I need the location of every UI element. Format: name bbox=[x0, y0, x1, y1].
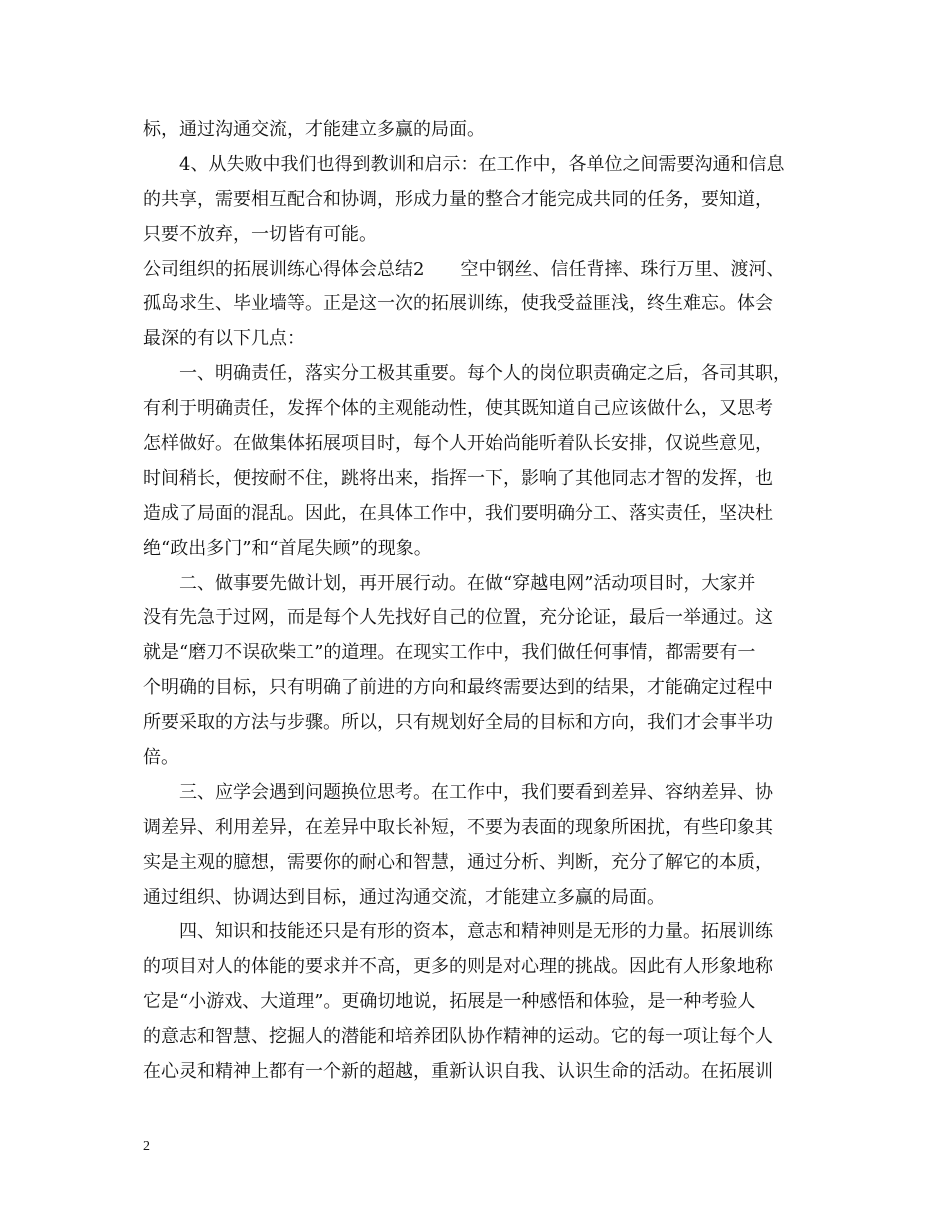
text-line: 就是“磨刀不误砍柴工”的道理。在现实工作中，我们做任何事情，都需要有一 bbox=[143, 642, 756, 664]
page-number: 2 bbox=[143, 1139, 150, 1154]
text-line: 时间稍长，便按耐不住，跳将出来，指挥一下，影响了其他同志才智的发挥，也 bbox=[143, 467, 773, 489]
text-line: 怎样做好。在做集体拓展项目时，每个人开始尚能听着队长安排，仅说些意见， bbox=[143, 433, 773, 455]
text-line: 实是主观的臆想，需要你的耐心和智慧，通过分析、判断，充分了解它的本质， bbox=[143, 851, 773, 873]
text-line: 的项目对人的体能的要求并不高，更多的则是对心理的挑战。因此有人形象地称 bbox=[143, 956, 773, 978]
text-line: 有利于明确责任，发挥个体的主观能动性，使其既知道自己应该做什么，又思考 bbox=[143, 398, 773, 420]
text-line: 的共享，需要相互配合和协调，形成力量的整合才能完成共同的任务，要知道， bbox=[143, 188, 773, 210]
body-text bbox=[143, 113, 833, 1090]
text-line: 三、应学会遇到问题换位思考。在工作中，我们要看到差异、容纳差异、协 bbox=[179, 781, 773, 803]
text-line: 没有先急于过网，而是每个人先找好自己的位置，充分论证，最后一举通过。这 bbox=[143, 607, 773, 629]
text-line: 造成了局面的混乱。因此，在具体工作中，我们要明确分工、落实责任，坚决杜 bbox=[143, 502, 773, 524]
text-line: 调差异、利用差异，在差异中取长补短，不要为表面的现象所困扰，有些印象其 bbox=[143, 816, 773, 838]
text-line: 标，通过沟通交流，才能建立多赢的局面。 bbox=[143, 119, 485, 140]
text-line: 个明确的目标，只有明确了前进的方向和最终需要达到的结果，才能确定过程中 bbox=[143, 677, 773, 699]
text-line: 它是“小游戏、大道理”。更确切地说，拓展是一种感悟和体验，是一种考验人 bbox=[143, 991, 756, 1013]
text-line: 一、明确责任，落实分工极其重要。每个人的岗位职责确定之后，各司其职， bbox=[179, 363, 791, 385]
text-line: 的意志和智慧、挖掘人的潜能和培养团队协作精神的运动。它的每一项让每个人 bbox=[143, 1026, 773, 1048]
text-line: 绝“政出多门”和“首尾失顾”的现象。 bbox=[143, 537, 432, 559]
text-line: 最深的有以下几点： bbox=[143, 328, 305, 350]
text-line: 倍。 bbox=[143, 747, 179, 769]
text-line: 在心灵和精神上都有一个新的超越，重新认识自我、认识生命的活动。在拓展训 bbox=[143, 1061, 773, 1083]
section-heading-line: 公司组织的拓展训练心得体会总结2 空中钢丝、信任背摔、珠行万里、渡河、 bbox=[143, 258, 785, 280]
text-line: 所要采取的方法与步骤。所以，只有规划好全局的目标和方向，我们才会事半功 bbox=[143, 712, 773, 734]
text-line: 二、做事要先做计划，再开展行动。在做“穿越电网”活动项目时，大家并 bbox=[179, 572, 756, 594]
text-line: 只要不放弃，一切皆有可能。 bbox=[143, 223, 377, 245]
text-line: 四、知识和技能还只是有形的资本，意志和精神则是无形的力量。拓展训练 bbox=[179, 921, 773, 943]
text-line: 通过组织、协调达到目标，通过沟通交流，才能建立多赢的局面。 bbox=[143, 886, 665, 908]
text-line: 孤岛求生、毕业墙等。正是这一次的拓展训练，使我受益匪浅，终生难忘。体会 bbox=[143, 293, 773, 315]
text-line: 4、从失败中我们也得到教训和启示：在工作中，各单位之间需要沟通和信息 bbox=[179, 153, 785, 175]
